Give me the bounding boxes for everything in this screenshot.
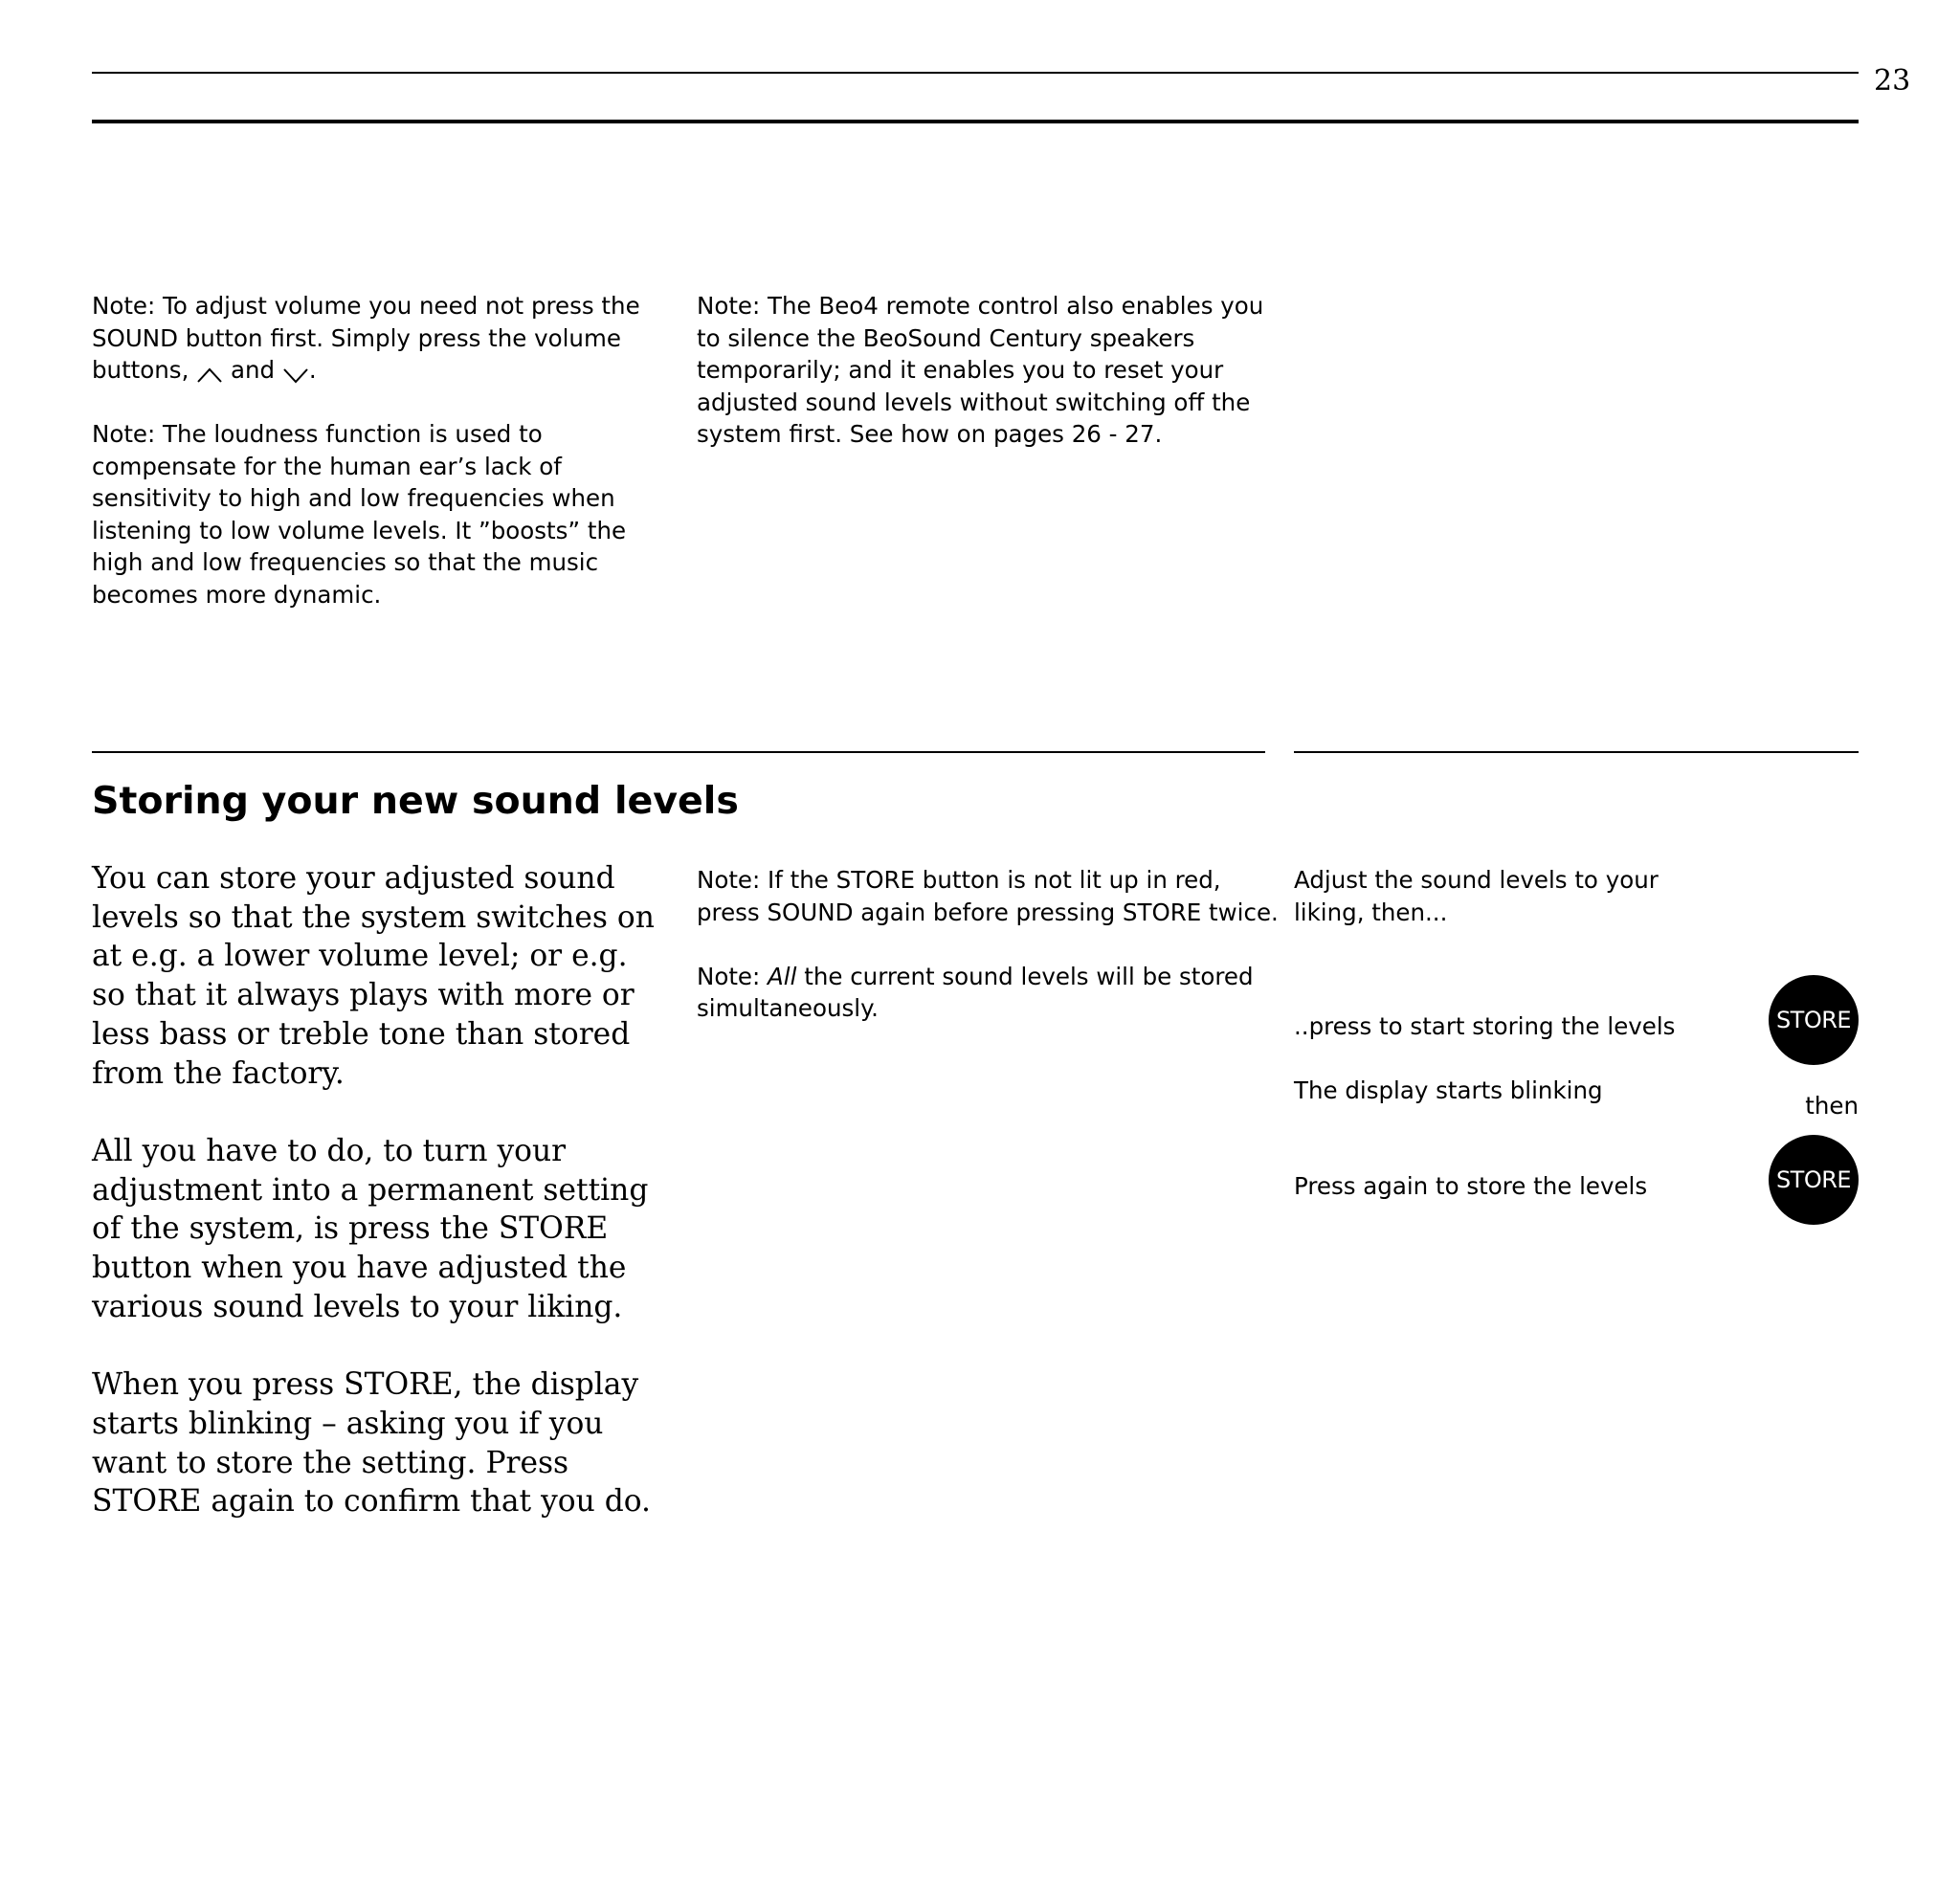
header-thin-rule (92, 72, 1859, 74)
volume-note-text: Note: To adjust volume you need not press the SOUND button first. Simply press the volume buttons, (92, 292, 640, 384)
step-intro-line-1: Adjust the sound levels to your (1294, 866, 1659, 894)
volume-note (92, 290, 666, 387)
store-all-note-rest: the current sound levels will be stored simultaneously. (697, 962, 1254, 1022)
page-number: 23 (1874, 64, 1911, 98)
beo4-note (697, 290, 1271, 451)
up-chevron-icon (196, 360, 223, 377)
display-blinking-text: The display starts blinking (1294, 1076, 1603, 1104)
volume-loudness-notes (92, 290, 666, 610)
volume-note-and: and (223, 356, 282, 384)
down-chevron-icon (282, 360, 309, 377)
store-button-1[interactable]: STORE (1769, 975, 1859, 1065)
section-body (92, 859, 666, 1521)
store-all-note-prefix: Note: (697, 962, 768, 990)
step-1-text: ..press to start storing the levels (1294, 1012, 1676, 1040)
step-intro (1294, 864, 1659, 928)
section-rule-right (1294, 751, 1859, 753)
store-button-2[interactable]: STORE (1769, 1135, 1859, 1225)
volume-note-end: . (308, 356, 317, 384)
store-lit-note: Note: If the STORE button is not lit up in red, press SOUND again before pressing STORE twice. (697, 866, 1279, 926)
body-paragraph-3: When you press STORE, the display starts blinking – asking you if you want to store the setting. Press STORE again to confirm that you do. (92, 1367, 651, 1520)
section-rule-left (92, 751, 1265, 753)
store-notes (697, 864, 1279, 1025)
store-all-note-italic: All (768, 962, 797, 990)
step-2-text: Press again to store the levels (1294, 1172, 1648, 1200)
loudness-note: Note: The loudness function is used to compensate for the human ear’s lack of sensitivity to high and low frequencies when listening to low volume levels. It ”boosts” the high and low frequencies so that the music becomes more dynamic. (92, 420, 627, 609)
section-heading: Storing your new sound levels (92, 779, 739, 823)
body-paragraph-2: All you have to do, to turn your adjustment into a permanent setting of the system, is press the STORE button when you have adjusted the various sound levels to your liking. (92, 1133, 649, 1324)
step-intro-line-2: liking, then... (1294, 898, 1448, 926)
beo4-note-text: Note: The Beo4 remote control also enables you to silence the BeoSound Century speakers temporarily; and it enables you to reset your adjusted sound levels without switching off the system first. See how on pages 26 - 27. (697, 292, 1264, 448)
body-paragraph-1: You can store your adjusted sound levels so that the system switches on at e.g. a lower volume level; or e.g. so that it always plays with more or less bass or treble tone than stored from the factory. (92, 861, 655, 1091)
header-thick-rule (92, 120, 1859, 123)
store-all-note (697, 961, 1279, 1025)
then-label: then (1805, 1092, 1859, 1120)
